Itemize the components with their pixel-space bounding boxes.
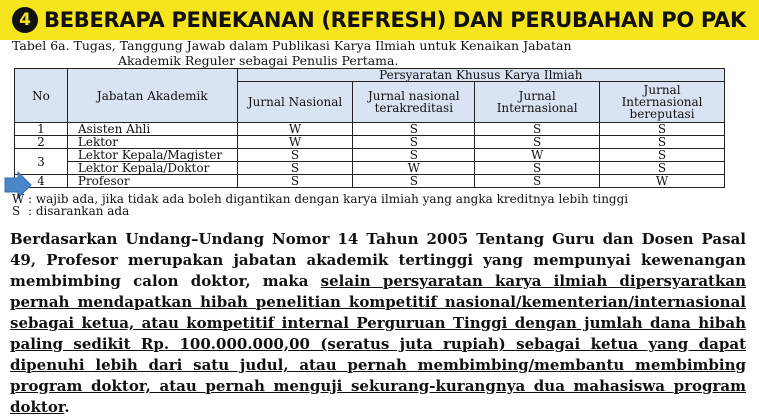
legend-s-text: : disarankan ada [28, 204, 130, 218]
cell-value: S [237, 162, 353, 175]
paragraph-end: . [64, 398, 70, 416]
cell-value: W [600, 175, 725, 188]
paragraph-intro: Berdasarkan Undang–Undang Nomor 14 Tahun 2005 Tentang Guru dan Dosen Pasal 49, Profesor merupakan jabatan akademik tertinggi yang mempunyai kewenangan membimbing calon doktor, maka [10, 230, 746, 290]
cell-value: S [353, 123, 475, 136]
cell-no: 4 [15, 175, 68, 188]
legend-w-text: : wajib ada, jika tidak ada boleh digantikan dengan karya ilmiah yang angka kreditnya lebih tinggi [28, 192, 629, 206]
body-paragraph [10, 229, 746, 418]
cell-value: S [475, 136, 600, 149]
cell-jabatan: Lektor Kepala/Magister [67, 149, 237, 162]
cell-value: S [475, 175, 600, 188]
header-jurnal-nasional: Jurnal Nasional [237, 82, 353, 123]
table-legend [12, 193, 628, 217]
slide-title: BEBERAPA PENEKANAN (REFRESH) DAN PERUBAHAN PO PAK [44, 8, 746, 32]
cell-value: S [600, 136, 725, 149]
cell-value: S [237, 175, 353, 188]
table-row [15, 136, 725, 149]
table-caption [12, 38, 752, 68]
number-badge: 4 [12, 7, 38, 33]
cell-value: W [237, 123, 353, 136]
cell-value: W [353, 162, 475, 175]
table-row [15, 123, 725, 136]
cell-jabatan: Asisten Ahli [67, 123, 237, 136]
cell-no: 2 [15, 136, 68, 149]
legend-s-key: S [12, 204, 21, 218]
header-no: No [15, 69, 68, 123]
header-jabatan: Jabatan Akademik [67, 69, 237, 123]
cell-value: S [600, 149, 725, 162]
legend-s [12, 205, 628, 217]
cell-value: S [600, 123, 725, 136]
table-row [15, 175, 725, 188]
cell-value: S [600, 162, 725, 175]
cell-value: S [353, 149, 475, 162]
header-jurnal-terakreditasi: Jurnal nasional terakreditasi [353, 82, 475, 123]
cell-value: S [475, 123, 600, 136]
cell-value: S [237, 149, 353, 162]
table-row [15, 162, 725, 175]
requirements-table [14, 68, 725, 188]
paragraph-underlined: selain persyaratan karya ilmiah dipersyaratkan pernah mendapatkan hibah penelitian kompetitif nasional/kementerian/internasional sebagai ketua, atau kompetitif internal Perguruan Tinggi dengan jumlah dana hibah paling sedikit Rp. 100.000.000,00 (seratus juta rupiah) sebagai ketua yang dapat dipenuhi lebih dari satu judul, atau pernah membimbing/membantu membimbing program doktor, atau pernah menguji sekurang-kurangnya dua mahasiswa program doktor [10, 272, 746, 416]
cell-value: S [353, 175, 475, 188]
header-group: Persyaratan Khusus Karya Ilmiah [237, 69, 724, 82]
cell-value: W [237, 136, 353, 149]
legend-w-key: W [12, 192, 25, 206]
title-banner [0, 0, 759, 40]
table-row [15, 149, 725, 162]
cell-jabatan: Lektor Kepala/Doktor [67, 162, 237, 175]
cell-value: S [475, 162, 600, 175]
caption-line-2: Akademik Reguler sebagai Penulis Pertama. [118, 53, 399, 68]
cell-value: W [475, 149, 600, 162]
cell-no: 3 [15, 149, 68, 175]
header-jurnal-internasional: Jurnal Internasional [475, 82, 600, 123]
header-jurnal-bereputasi: Jurnal Internasional bereputasi [600, 82, 725, 123]
cell-jabatan: Lektor [67, 136, 237, 149]
caption-line-1: Tabel 6a. Tugas, Tanggung Jawab dalam Publikasi Karya Ilmiah untuk Kenaikan Jabatan [12, 38, 572, 53]
cell-value: S [353, 136, 475, 149]
cell-jabatan: Profesor [67, 175, 237, 188]
cell-no: 1 [15, 123, 68, 136]
